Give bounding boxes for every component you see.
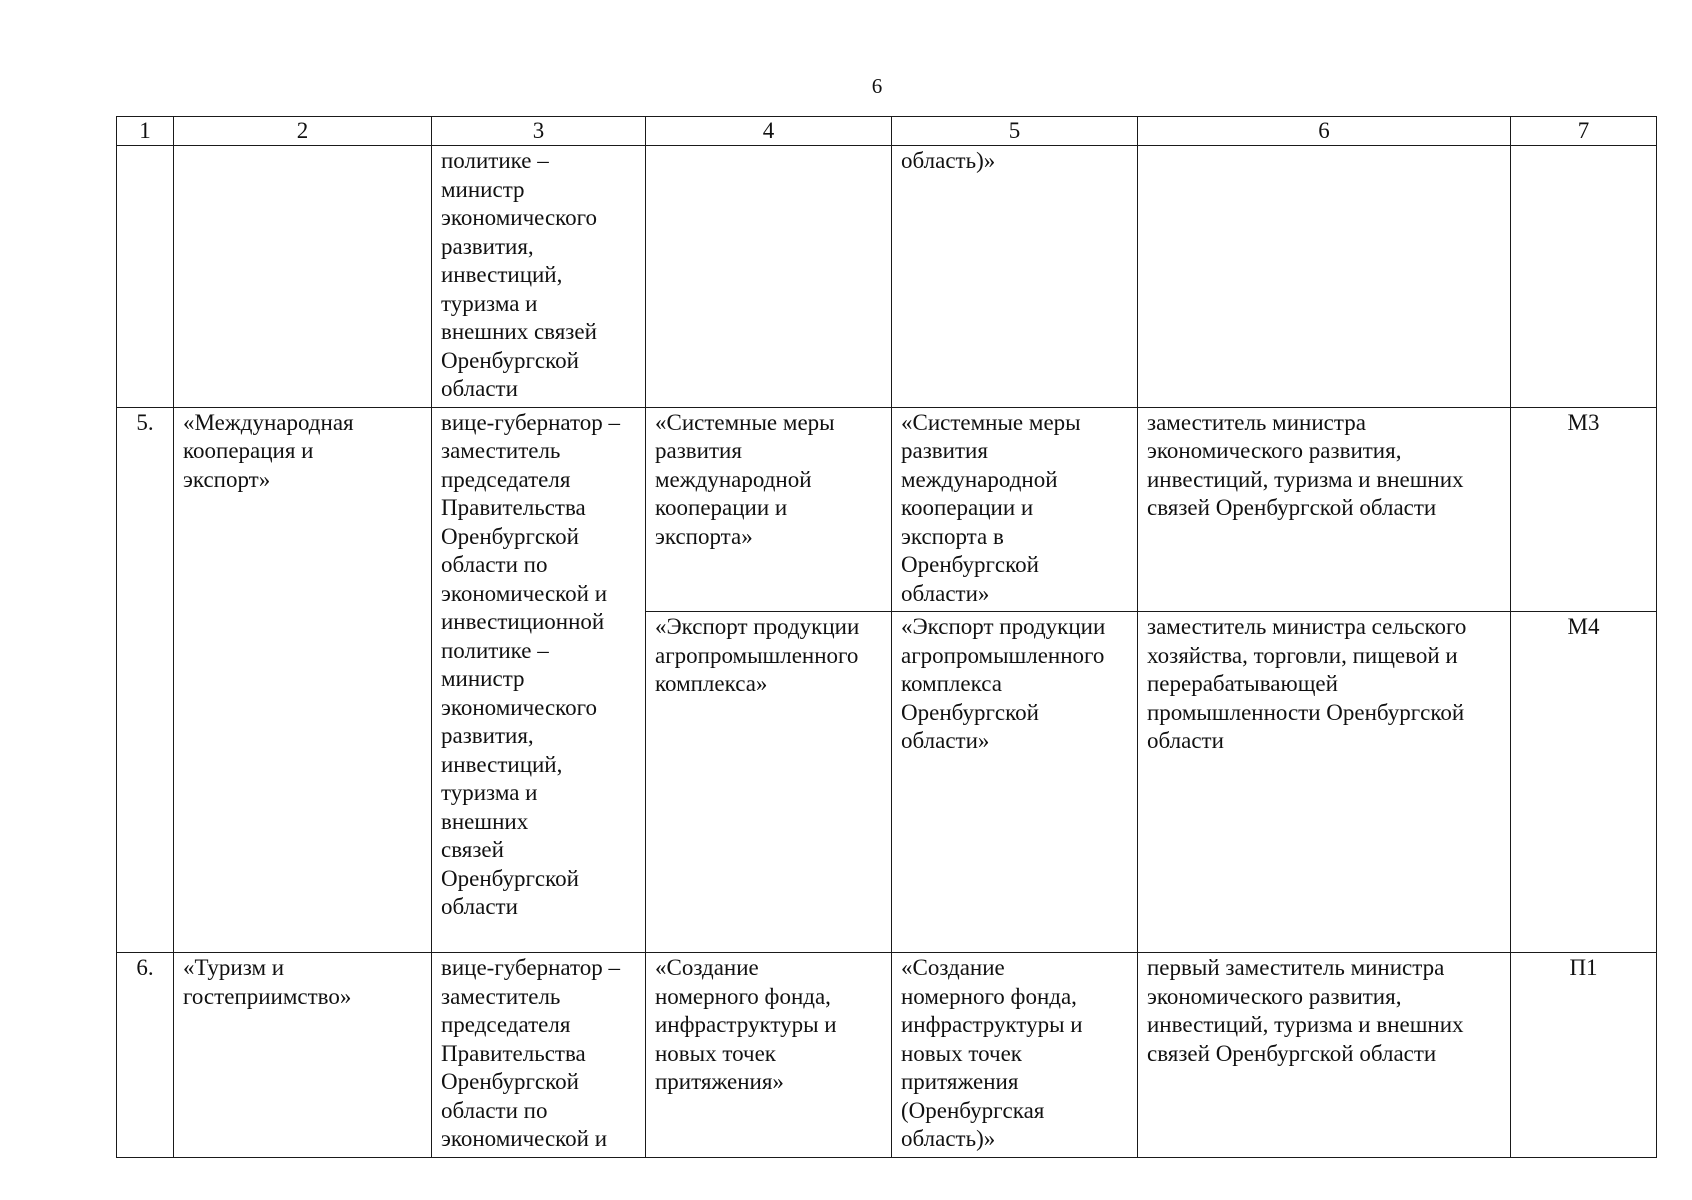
curator-cell: вице-губернатор – заместитель председателя Правительства Оренбургской области по экономической и инвестиционной политике – министр экономического развития, инвестиций, туризма и внешних связей Оренбургской области	[432, 407, 646, 953]
code-cell: П1	[1511, 953, 1657, 1158]
column-number-cell: 6	[1138, 117, 1511, 146]
column-number-cell: 3	[432, 117, 646, 146]
table-row-5	[117, 407, 1657, 612]
federal-project-cell	[646, 146, 892, 408]
column-number-row	[117, 117, 1657, 146]
federal-project-cell: «Системные меры развития международной кооперации и экспорта»	[646, 407, 892, 612]
federal-project-cell: «Создание номерного фонда, инфраструктуры и новых точек притяжения»	[646, 953, 892, 1158]
responsible-person-cell	[1138, 146, 1511, 408]
column-number-cell: 2	[174, 117, 432, 146]
project-name-cell	[174, 146, 432, 408]
project-name-cell: «Туризм и гостеприимство»	[174, 953, 432, 1158]
column-number-cell: 4	[646, 117, 892, 146]
code-cell	[1511, 146, 1657, 408]
curator-cell: политике – министр экономического развития, инвестиций, туризма и внешних связей Оренбургской области	[432, 146, 646, 408]
column-number-cell: 1	[117, 117, 174, 146]
responsible-person-cell: заместитель министра экономического развития, инвестиций, туризма и внешних связей Оренбургской области	[1138, 407, 1511, 612]
table-row-6	[117, 953, 1657, 1158]
table-row-continuation	[117, 146, 1657, 408]
projects-table	[116, 116, 1657, 1158]
code-cell: М3	[1511, 407, 1657, 612]
column-number-cell: 5	[892, 117, 1138, 146]
code-cell: М4	[1511, 612, 1657, 953]
curator-cell: вице-губернатор – заместитель председателя Правительства Оренбургской области по экономической и	[432, 953, 646, 1158]
project-name-cell: «Международная кооперация и экспорт»	[174, 407, 432, 953]
column-number-cell: 7	[1511, 117, 1657, 146]
regional-project-cell: «Системные меры развития международной кооперации и экспорта в Оренбургской области»	[892, 407, 1138, 612]
regional-project-cell: область)»	[892, 146, 1138, 408]
federal-project-cell: «Экспорт продукции агропромышленного комплекса»	[646, 612, 892, 953]
responsible-person-cell: заместитель министра сельского хозяйства, торговли, пищевой и перерабатывающей промышленности Оренбургской области	[1138, 612, 1511, 953]
responsible-person-cell: первый заместитель министра экономического развития, инвестиций, туризма и внешних связей Оренбургской области	[1138, 953, 1511, 1158]
row-number-cell: 5.	[117, 407, 174, 953]
regional-project-cell: «Экспорт продукции агропромышленного комплекса Оренбургской области»	[892, 612, 1138, 953]
page-number: 6	[871, 74, 883, 98]
row-number-cell	[117, 146, 174, 408]
regional-project-cell: «Создание номерного фонда, инфраструктуры и новых точек притяжения (Оренбургская область)»	[892, 953, 1138, 1158]
row-number-cell: 6.	[117, 953, 174, 1158]
